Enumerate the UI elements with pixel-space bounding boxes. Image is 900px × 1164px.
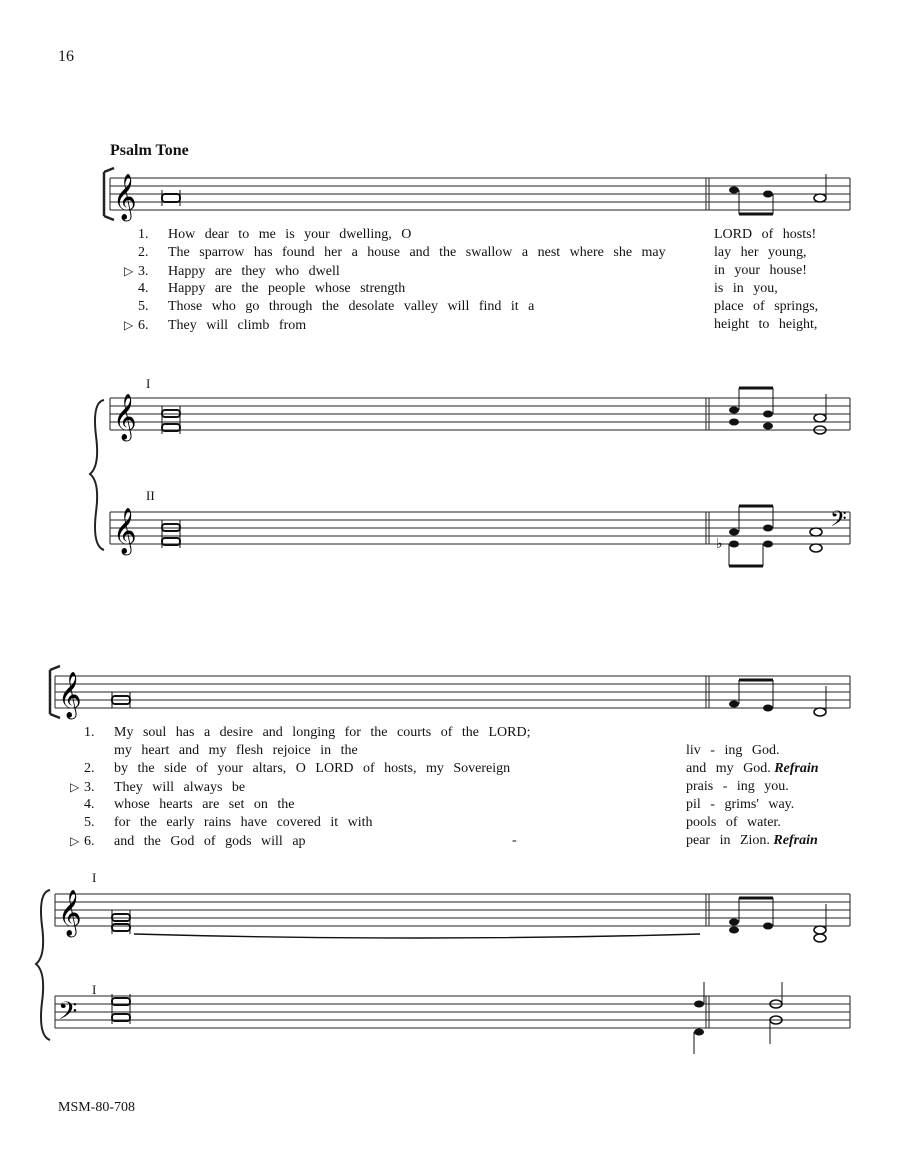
verse-number: 3. xyxy=(138,264,149,279)
verse-ending: and my God. xyxy=(686,761,771,776)
verse-text-right xyxy=(686,778,789,796)
verse-text-right xyxy=(714,262,807,280)
verse-line xyxy=(124,280,405,298)
svg-text:𝄞: 𝄞 xyxy=(58,672,82,718)
verse-line xyxy=(70,760,510,778)
syllable-hyphen: - xyxy=(512,833,517,848)
alternate-verse-marker: ▷ xyxy=(70,834,80,848)
part-label: I xyxy=(92,870,97,885)
accompaniment-staff-2b xyxy=(0,978,900,1058)
svg-text:𝄞: 𝄞 xyxy=(113,508,137,554)
section-title: Psalm Tone xyxy=(110,142,189,159)
verse-text-right xyxy=(686,742,779,760)
verse-ending: height to height, xyxy=(714,317,818,332)
svg-text:♭: ♭ xyxy=(716,537,723,552)
verse-number: 5. xyxy=(138,299,149,314)
verse-number: 4. xyxy=(84,797,95,812)
verse-line xyxy=(70,796,294,814)
verse-text-right xyxy=(686,814,781,832)
system-brace-2 xyxy=(0,886,120,1046)
verse-text-left: The sparrow has found her a house and the swallow a nest where she may xyxy=(168,245,666,260)
svg-text:𝄢: 𝄢 xyxy=(58,997,78,1032)
verse-line xyxy=(124,262,340,281)
verse-text-left: and the God of gods will ap xyxy=(114,834,306,849)
refrain-cue: Refrain xyxy=(774,761,819,776)
verse-number: 1. xyxy=(138,227,149,242)
verse-line xyxy=(124,298,534,316)
part-label: I xyxy=(92,982,97,997)
verse-line xyxy=(124,226,411,244)
svg-text:𝄞: 𝄞 xyxy=(113,394,137,440)
breve-note xyxy=(162,190,180,206)
refrain-cue: Refrain xyxy=(773,833,818,848)
verse-ending: pools of water. xyxy=(686,815,781,830)
verse-text-left: for the early rains have covered it with xyxy=(114,815,373,830)
verse-number: 5. xyxy=(84,815,95,830)
verse-text-right xyxy=(714,226,816,244)
verse-number: 3. xyxy=(84,780,95,795)
alternate-verse-marker: ▷ xyxy=(124,318,134,332)
verse-number: 6. xyxy=(84,834,95,849)
part-label: II xyxy=(146,488,155,503)
verse-text-right xyxy=(714,280,778,298)
verse-text-right xyxy=(714,298,818,316)
verse-text-left: whose hearts are set on the xyxy=(114,797,295,812)
verse-ending: is in you, xyxy=(714,281,778,296)
melody-staff-1 xyxy=(0,160,900,230)
verse-number: 1. xyxy=(84,725,95,740)
verse-text-right xyxy=(686,832,818,850)
alternate-verse-marker: ▷ xyxy=(124,264,134,278)
page-number: 16 xyxy=(58,48,74,65)
verse-ending: LORD of hosts! xyxy=(714,227,817,242)
accompaniment-staff-2a xyxy=(0,876,900,946)
system-brace-1 xyxy=(0,396,120,556)
svg-text:𝄞: 𝄞 xyxy=(58,890,82,936)
verse-text-left: Those who go through the desolate valley will find it a xyxy=(168,299,535,314)
verse-text-left: They will climb from xyxy=(168,318,307,333)
verse-text-left: Happy are the people whose strength xyxy=(168,281,406,296)
verse-ending: prais - ing you. xyxy=(686,779,789,794)
verse-line xyxy=(70,742,358,760)
verse-line xyxy=(70,778,245,797)
verse-ending: pear in Zion. xyxy=(686,833,770,848)
verse-line xyxy=(124,316,306,335)
part-label: I xyxy=(146,376,151,391)
verse-text-left: How dear to me is your dwelling, O xyxy=(168,227,412,242)
catalog-number: MSM-80-708 xyxy=(58,1100,136,1115)
verse-text-left: by the side of your altars, O LORD of hosts, my Sovereign xyxy=(114,761,511,776)
accompaniment-staff-1b xyxy=(0,494,900,574)
svg-text:𝄢: 𝄢 xyxy=(830,507,847,537)
verse-text-right xyxy=(686,760,819,778)
verse-ending: in your house! xyxy=(714,263,807,278)
verse-text-left: They will always be xyxy=(114,780,246,795)
verse-text-left: My soul has a desire and longing for the courts of the LORD; xyxy=(114,725,531,740)
verse-ending: liv - ing God. xyxy=(686,743,780,758)
verse-ending: place of springs, xyxy=(714,299,819,314)
melody-staff-2 xyxy=(0,658,900,728)
verse-line xyxy=(70,724,531,742)
verse-ending: pil - grims' way. xyxy=(686,797,795,812)
verse-line xyxy=(70,832,306,851)
verse-ending: lay her young, xyxy=(714,245,807,260)
verse-number: 2. xyxy=(138,245,149,260)
accompaniment-staff-1a xyxy=(0,380,900,450)
svg-text:𝄞: 𝄞 xyxy=(113,174,137,220)
verse-text-left: my heart and my flesh rejoice in the xyxy=(114,743,358,758)
verse-text-left: Happy are they who dwell xyxy=(168,264,340,279)
verse-line xyxy=(124,244,666,262)
verse-number: 2. xyxy=(84,761,95,776)
verse-text-right xyxy=(714,316,817,334)
verse-text-right xyxy=(686,796,794,814)
verse-number: 4. xyxy=(138,281,149,296)
verse-line xyxy=(70,814,373,832)
alternate-verse-marker: ▷ xyxy=(70,780,80,794)
verse-text-right xyxy=(714,244,806,262)
verse-number: 6. xyxy=(138,318,149,333)
